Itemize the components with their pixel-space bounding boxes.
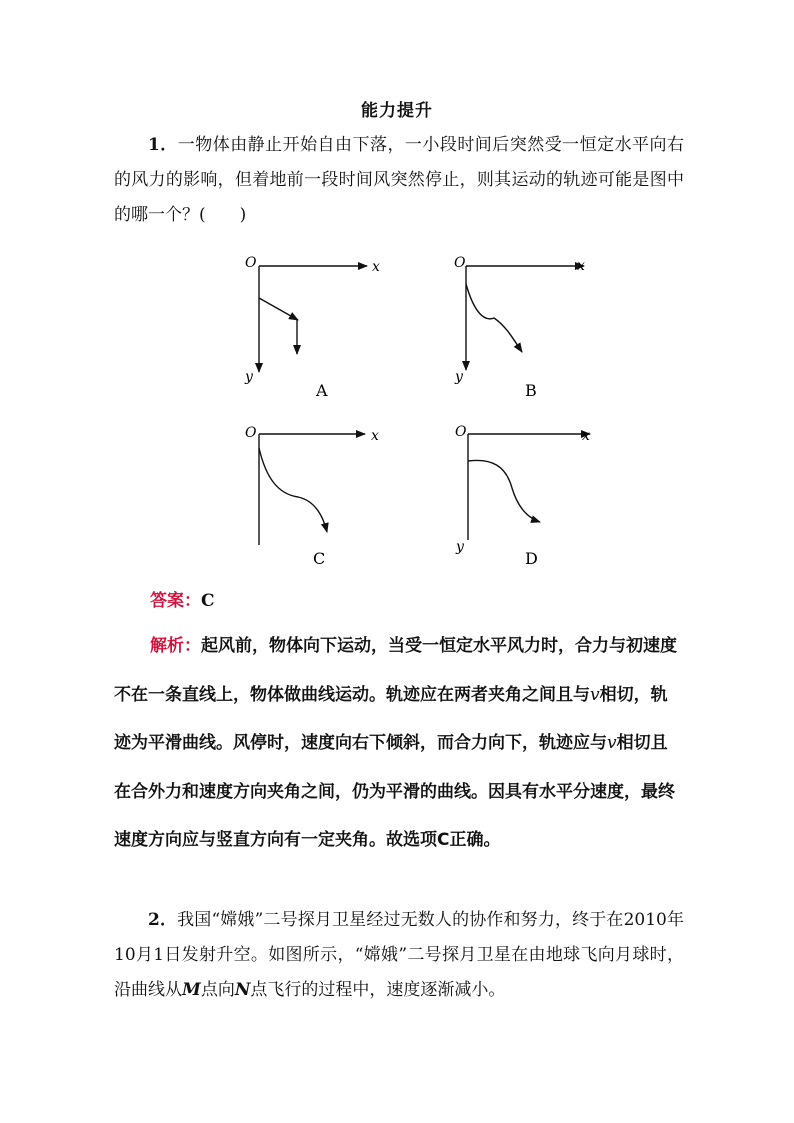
panel-b-graph [466, 266, 584, 370]
question-2-text-2: 点向 [200, 980, 235, 1000]
section-title: 能力提升 [361, 101, 433, 121]
question-2-number: 2． [148, 910, 178, 930]
panel-c-graph [259, 434, 365, 545]
panel-a-y-label: y [245, 369, 253, 385]
point-m-label: M [182, 980, 201, 1000]
answer-line [150, 586, 215, 611]
panel-d-x-label: x [582, 428, 590, 444]
panel-b-y-label: y [455, 369, 463, 385]
analysis-label: 解析： [150, 636, 201, 656]
question-1-number: 1． [148, 135, 178, 155]
analysis-velocity-symbol-2: v [607, 733, 617, 753]
option-d-label: D [525, 549, 538, 568]
panel-d-graph [468, 434, 590, 540]
panel-b-x-label: x [577, 258, 585, 274]
panel-d-origin-label: O [455, 424, 467, 440]
answer-label: 答案： [150, 591, 201, 611]
panel-a-graph [259, 266, 367, 372]
analysis-block [114, 622, 684, 865]
panel-c-x-label: x [371, 428, 379, 444]
panel-a-origin-label: O [245, 255, 257, 271]
analysis-text-1: 起风前，物体向下运动，当受一恒定水平风力时，合力与初速度不在一条直线上，物体做曲线运动。轨迹应在两者夹角之间且与 [114, 636, 677, 705]
analysis-velocity-symbol-1: v [590, 684, 600, 705]
point-n-label: N [234, 980, 251, 1000]
panel-d-y-label: y [456, 539, 464, 555]
panel-c-origin-label: O [245, 425, 257, 441]
question-2-text-3: 点飞行的过程中，速度逐渐减小。 [250, 980, 506, 1000]
option-c-label: C [313, 549, 326, 568]
panel-a-x-label: x [372, 259, 380, 275]
analysis-text-2: 相切，轨迹为平滑曲线。风停时，速度向右下倾斜，而合力向下，轨迹应与 [114, 684, 668, 753]
answer-value: C [201, 591, 215, 611]
option-a-label: A [316, 381, 328, 400]
question-2 [114, 903, 684, 1008]
option-b-label: B [525, 381, 537, 400]
question-1-text: 一物体由静止开始自由下落，一小段时间后突然受一恒定水平向右的风力的影响，但着地前一段时间风突然停止，则其运动的轨迹可能是图中的哪一个？( ) [114, 135, 684, 225]
panel-b-origin-label: O [454, 255, 466, 271]
analysis-text-3: 相切且在合外力和速度方向夹角之间，仍为平滑的曲线。因具有水平分速度，最终速度方向应与竖直方向有一定夹角。故选项C正确。 [114, 733, 675, 850]
question-2-text-1: 我国“嫦娥”二号探月卫星经过无数人的协作和努力，终于在2010年10月1日发射升空。如图所示，“嫦娥”二号探月卫星在由地球飞向月球时，沿曲线从 [114, 910, 684, 1000]
